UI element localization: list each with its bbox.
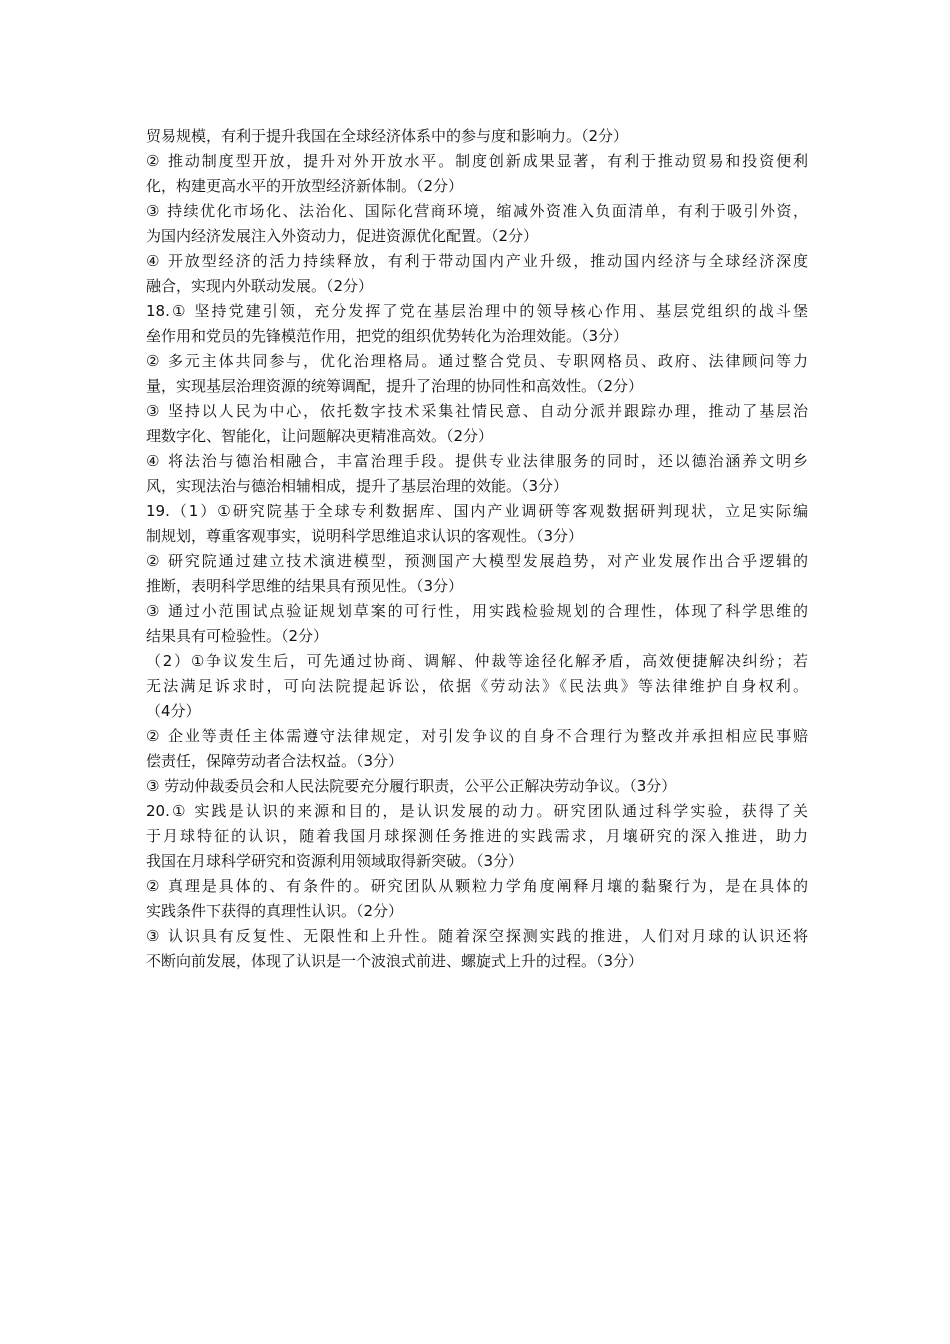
text-line: 20.① 实践是认识的来源和目的，是认识发展的动力。研究团队通过科学实验，获得了关 — [146, 802, 808, 820]
text-line: 结果具有可检验性。（2分） — [146, 627, 329, 645]
text-line: 我国在月球科学研究和资源利用领域取得新突破。（3分） — [146, 852, 524, 870]
text-line: ② 研究院通过建立技术演进模型，预测国产大模型发展趋势，对产业发展作出合乎逻辑的 — [146, 552, 808, 570]
text-line: （2）①争议发生后，可先通过协商、调解、仲裁等途径化解矛盾，高效便捷解决纠纷；若 — [146, 652, 808, 670]
text-line: 制规划，尊重客观事实，说明科学思维追求认识的客观性。（3分） — [146, 527, 584, 545]
text-line: ③ 通过小范围试点验证规划草案的可行性，用实践检验规划的合理性，体现了科学思维的 — [146, 602, 808, 620]
text-line: ② 推动制度型开放，提升对外开放水平。制度创新成果显著，有利于推动贸易和投资便利 — [146, 152, 808, 170]
text-line: ② 真理是具体的、有条件的。研究团队从颗粒力学角度阐释月壤的黏聚行为，是在具体的 — [146, 877, 808, 895]
text-line: 为国内经济发展注入外资动力，促进资源优化配置。（2分） — [146, 227, 539, 245]
text-line: 垒作用和党员的先锋模范作用，把党的组织优势转化为治理效能。（3分） — [146, 327, 629, 345]
text-line: ④ 开放型经济的活力持续释放，有利于带动国内产业升级，推动国内经济与全球经济深度 — [146, 252, 808, 270]
text-line: ③ 认识具有反复性、无限性和上升性。随着深空探测实践的推进，人们对月球的认识还将 — [146, 927, 808, 945]
text-line: 理数字化、智能化，让问题解决更精准高效。（2分） — [146, 427, 494, 445]
text-line: （4分） — [146, 702, 201, 720]
text-line: 不断向前发展，体现了认识是一个波浪式前进、螺旋式上升的过程。（3分） — [146, 952, 644, 970]
text-line: 化，构建更高水平的开放型经济新体制。（2分） — [146, 177, 464, 195]
text-line: ③ 劳动仲裁委员会和人民法院要充分履行职责，公平公正解决劳动争议。（3分） — [146, 777, 677, 795]
text-line: 贸易规模，有利于提升我国在全球经济体系中的参与度和影响力。（2分） — [146, 127, 629, 145]
answer-text-body — [146, 124, 808, 974]
text-line: ② 企业等责任主体需遵守法律规定，对引发争议的自身不合理行为整改并承担相应民事赔 — [146, 727, 808, 745]
text-line: 量，实现基层治理资源的统筹调配，提升了治理的协同性和高效性。（2分） — [146, 377, 644, 395]
text-line: 实践条件下获得的真理性认识。（2分） — [146, 902, 404, 920]
text-line: 风，实现法治与德治相辅相成，提升了基层治理的效能。（3分） — [146, 477, 569, 495]
text-line: ④ 将法治与德治相融合，丰富治理手段。提供专业法律服务的同时，还以德治涵养文明乡 — [146, 452, 808, 470]
text-line: ② 多元主体共同参与，优化治理格局。通过整合党员、专职网格员、政府、法律顾问等力 — [146, 352, 808, 370]
text-line: 于月球特征的认识，随着我国月球探测任务推进的实践需求，月壤研究的深入推进，助力 — [146, 827, 808, 845]
text-line: 融合，实现内外联动发展。（2分） — [146, 277, 374, 295]
text-line: 推断，表明科学思维的结果具有预见性。（3分） — [146, 577, 464, 595]
text-line: 18.① 坚持党建引领，充分发挥了党在基层治理中的领导核心作用、基层党组织的战斗堡 — [146, 302, 808, 320]
text-line: 19.（1）①研究院基于全球专利数据库、国内产业调研等客观数据研判现状，立足实际编 — [146, 502, 808, 520]
text-line: ③ 持续优化市场化、法治化、国际化营商环境，缩减外资准入负面清单，有利于吸引外资， — [146, 202, 808, 220]
text-line: 无法满足诉求时，可向法院提起诉讼，依据《劳动法》《民法典》等法律维护自身权利。 — [146, 677, 808, 695]
text-line: 偿责任，保障劳动者合法权益。（3分） — [146, 752, 404, 770]
text-line: ③ 坚持以人民为中心，依托数字技术采集社情民意、自动分派并跟踪办理，推动了基层治 — [146, 402, 808, 420]
